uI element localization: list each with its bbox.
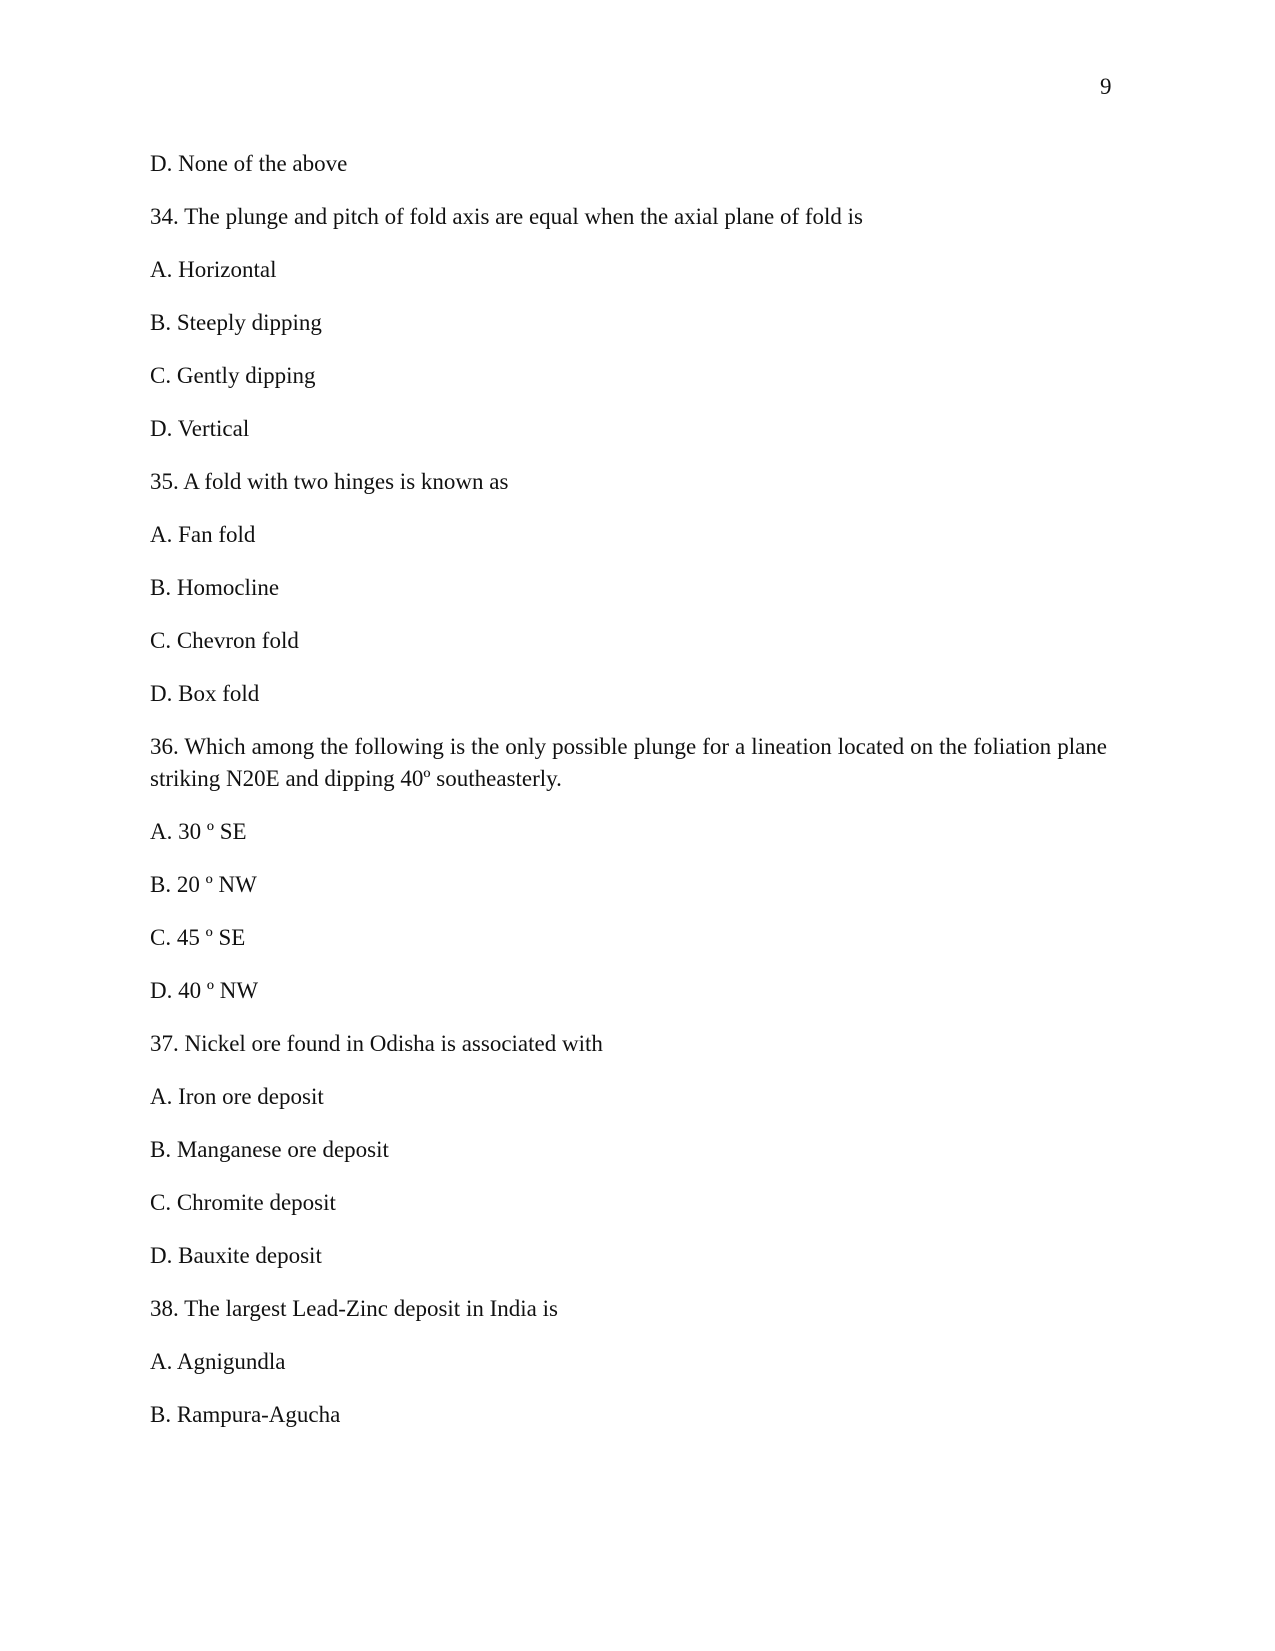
question-36: 36. Which among the following is the only possible plunge for a lineation located on the foliation plane striking N20E and dipping 40º southeasterly. <box>150 734 1107 791</box>
question-35: 35. A fold with two hinges is known as <box>150 469 509 494</box>
q36-option-d: D. 40 º NW <box>150 978 259 1003</box>
q36-option-c: C. 45 º SE <box>150 925 246 950</box>
page-number: 9 <box>1100 74 1112 99</box>
q37-option-c: C. Chromite deposit <box>150 1190 336 1215</box>
q36-option-a: A. 30 º SE <box>150 819 247 844</box>
q34-option-a: A. Horizontal <box>150 257 277 282</box>
q34-option-d: D. Vertical <box>150 416 250 441</box>
q35-option-c: C. Chevron fold <box>150 628 299 653</box>
q34-option-b: B. Steeply dipping <box>150 310 322 335</box>
q36-option-b: B. 20 º NW <box>150 872 257 897</box>
question-37: 37. Nickel ore found in Odisha is associated with <box>150 1031 603 1056</box>
q38-option-b: B. Rampura-Agucha <box>150 1402 341 1427</box>
q35-option-a: A. Fan fold <box>150 522 256 547</box>
q34-option-c: C. Gently dipping <box>150 363 316 388</box>
question-34: 34. The plunge and pitch of fold axis are equal when the axial plane of fold is <box>150 204 863 229</box>
q37-option-d: D. Bauxite deposit <box>150 1243 322 1268</box>
option-d-prev: D. None of the above <box>150 151 348 176</box>
q37-option-a: A. Iron ore deposit <box>150 1084 324 1109</box>
question-38: 38. The largest Lead-Zinc deposit in India is <box>150 1296 558 1321</box>
q37-option-b: B. Manganese ore deposit <box>150 1137 389 1162</box>
q35-option-b: B. Homocline <box>150 575 280 600</box>
q38-option-a: A. Agnigundla <box>150 1349 286 1374</box>
q35-option-d: D. Box fold <box>150 681 260 706</box>
